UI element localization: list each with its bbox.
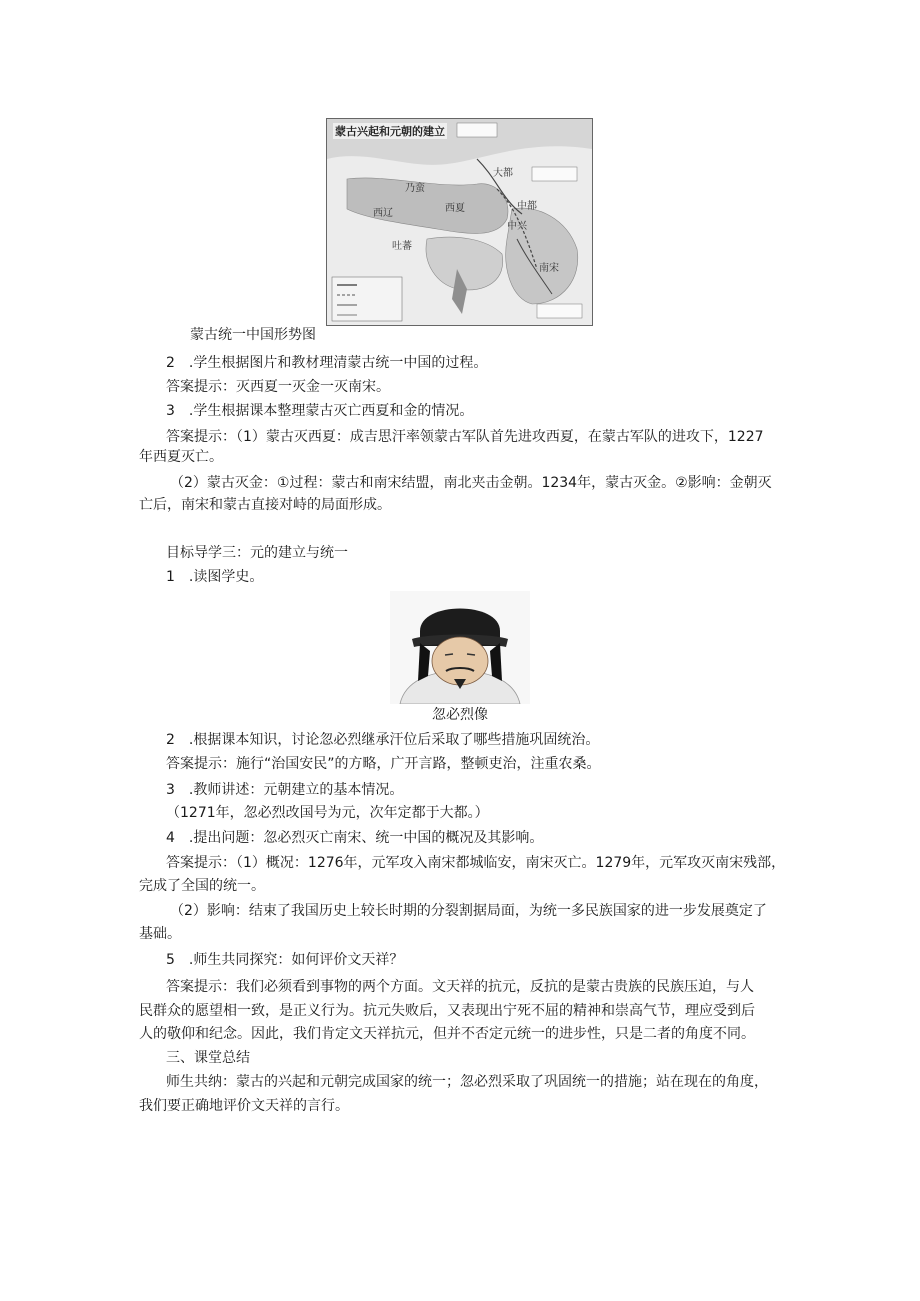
map-title: 蒙古兴起和元朝的建立 <box>335 125 445 138</box>
answer-text: （2）蒙古灭金：①过程：蒙古和南宋结盟，南北夹击金朝。1234年，蒙古灭金。②影响：金朝灭 <box>170 475 772 491</box>
answer-text: 年西夏灭亡。 <box>139 449 223 465</box>
item-5-text: 5 .师生共同探究：如何评价文天祥？ <box>166 952 404 968</box>
item-3-text: 3 .学生根据课本整理蒙古灭亡西夏和金的情况。 <box>166 403 474 419</box>
answer-text: 亡后，南宋和蒙古直接对峙的局面形成。 <box>139 497 391 513</box>
item-4-text: 4 .提出问题：忽必烈灭亡南宋、统一中国的概况及其影响。 <box>166 830 544 846</box>
answer-text: 民群众的愿望相一致，是正义行为。抗元失败后，又表现出宁死不屈的精神和崇高气节，理应受到后 <box>139 1003 755 1019</box>
map-label-dadu: 大都 <box>493 168 513 179</box>
map-label-nansong: 南宋 <box>539 263 559 274</box>
mongol-unification-map <box>326 118 593 326</box>
kublai-khan-portrait <box>390 591 530 704</box>
answer-text: 人的敬仰和纪念。因此，我们肯定文天祥抗元，但并不否定元统一的进步性，只是二者的角度不同。 <box>139 1026 755 1042</box>
portrait-graphic <box>390 591 530 704</box>
answer-text: 答案提示：（1）概况：1276年，元军攻入南宋都城临安，南宋灭亡。1279年，元军攻灭南宋残部， <box>166 855 786 871</box>
fact-text: （1271年，忽必烈改国号为元，次年定都于大都。） <box>166 805 489 821</box>
map-label-xixia: 西夏 <box>445 203 465 214</box>
map-label-zhongdu: 中都 <box>517 201 537 212</box>
item-3-text: 3 .教师讲述：元朝建立的基本情况。 <box>166 782 404 798</box>
map-label-xiliao: 西辽 <box>373 208 393 219</box>
map-label-naiman: 乃蛮 <box>405 183 425 194</box>
map-caption: 蒙古统一中国形势图 <box>190 327 316 343</box>
section-heading: 目标导学三：元的建立与统一 <box>166 545 348 561</box>
map-graphic <box>327 119 592 325</box>
answer-text: 答案提示：灭西夏一灭金一灭南宋。 <box>166 379 390 395</box>
answer-text: （2）影响：结束了我国历史上较长时期的分裂割据局面，为统一多民族国家的进一步发展奠定了 <box>170 903 767 919</box>
summary-text: 师生共纳：蒙古的兴起和元朝完成国家的统一；忽必烈采取了巩固统一的措施；站在现在的角度， <box>166 1074 768 1090</box>
answer-text: 答案提示：我们必须看到事物的两个方面。文天祥的抗元，反抗的是蒙古贵族的民族压迫，与人 <box>166 979 754 995</box>
answer-text: 基础。 <box>139 926 181 942</box>
portrait-caption: 忽必烈像 <box>432 707 488 723</box>
item-2-text: 2 .根据课本知识，讨论忽必烈继承汗位后采取了哪些措施巩固统治。 <box>166 732 600 748</box>
item-1-text: 1 .读图学史。 <box>166 569 264 585</box>
map-label-tubo: 吐蕃 <box>392 241 412 252</box>
summary-text: 我们要正确地评价文天祥的言行。 <box>139 1098 349 1114</box>
section-heading: 三、课堂总结 <box>166 1050 250 1066</box>
answer-text: 答案提示：（1）蒙古灭西夏：成吉思汗率领蒙古军队首先进攻西夏，在蒙古军队的进攻下，1227 <box>166 429 764 445</box>
map-label-zhongxing: 中兴 <box>507 221 527 232</box>
answer-text: 完成了全国的统一。 <box>139 878 265 894</box>
item-2-text: 2 .学生根据图片和教材理清蒙古统一中国的过程。 <box>166 355 488 371</box>
answer-text: 答案提示：施行“治国安民”的方略，广开言路，整顿吏治，注重农桑。 <box>166 756 601 772</box>
